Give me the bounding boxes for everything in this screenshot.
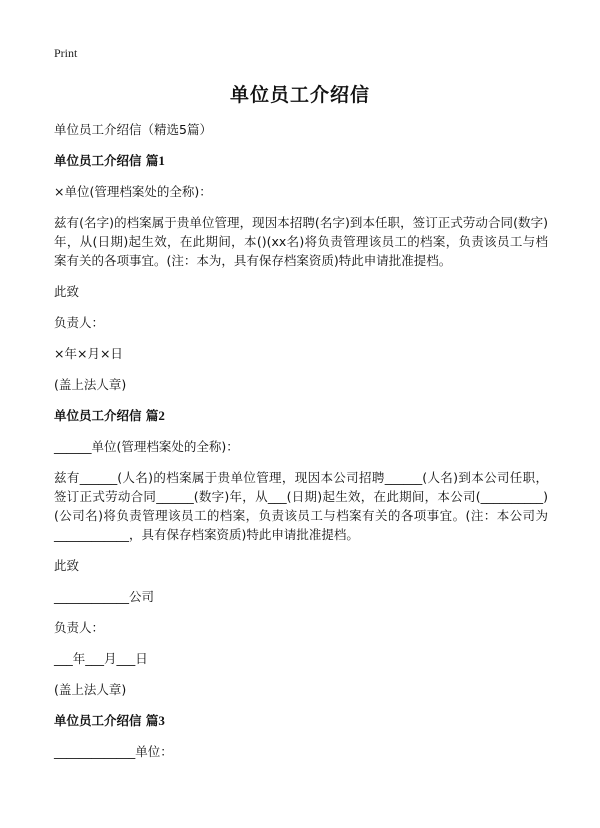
section-1-date: ×年×月×日 — [54, 346, 123, 361]
section-2-heading-number: 2 — [158, 408, 165, 423]
document-subtitle: 单位员工介绍信（精选5篇） — [54, 122, 212, 137]
section-2-body: 兹有______(人名)的档案属于贵单位管理，现因本公司招聘______(人名)到本公司任职，签订正式劳动合同______(数字)年，从___(日期)起生效，在此期间，本公司(__________)(公司名)将负责管理该员工的档案，负责该员工与档案有关的各项事宜。(注：本公司为____________，具有保存档案资质)特此申请批准提档。 — [54, 470, 548, 542]
section-3-heading-number: 3 — [158, 713, 165, 728]
section-2-heading-text: 单位员工介绍信 篇 — [54, 408, 159, 423]
section-2-company: ____________公司 — [54, 589, 155, 604]
section-1-body: 兹有(名字)的档案属于贵单位管理，现因本招聘(名字)到本任职，签订正式劳动合同(数字)年，从(日期)起生效，在此期间，本()(xx名)将负责管理该员工的档案，负责该员工与档案有关的各项事宜。(注：本为，具有保存档案资质)特此申请批准提档。 — [54, 215, 548, 268]
section-2-closing: 此致 — [54, 558, 80, 573]
section-1-seal: (盖上法人章) — [54, 377, 127, 392]
section-2-date: ___年___月___日 — [54, 651, 148, 666]
section-2-heading — [54, 406, 548, 425]
section-2-signer: 负责人： — [54, 620, 105, 635]
section-2-addressee: ______单位(管理档案处的全称)： — [54, 439, 239, 454]
document-title: 单位员工介绍信 — [229, 84, 370, 106]
section-1-heading — [54, 151, 548, 170]
section-3-heading-text: 单位员工介绍信 篇 — [54, 713, 159, 728]
section-1-heading-number: 1 — [158, 153, 165, 168]
section-1-closing: 此致 — [54, 284, 80, 299]
section-2-seal: (盖上法人章) — [54, 682, 127, 697]
document-content — [54, 120, 548, 761]
section-3-heading — [54, 711, 548, 730]
print-label: Print — [54, 46, 78, 60]
section-3-addressee: _____________单位： — [54, 744, 173, 759]
section-1-addressee: ×单位(管理档案处的全称)： — [54, 184, 212, 199]
section-1-heading-text: 单位员工介绍信 篇 — [54, 153, 159, 168]
section-1-signer: 负责人： — [54, 315, 105, 330]
